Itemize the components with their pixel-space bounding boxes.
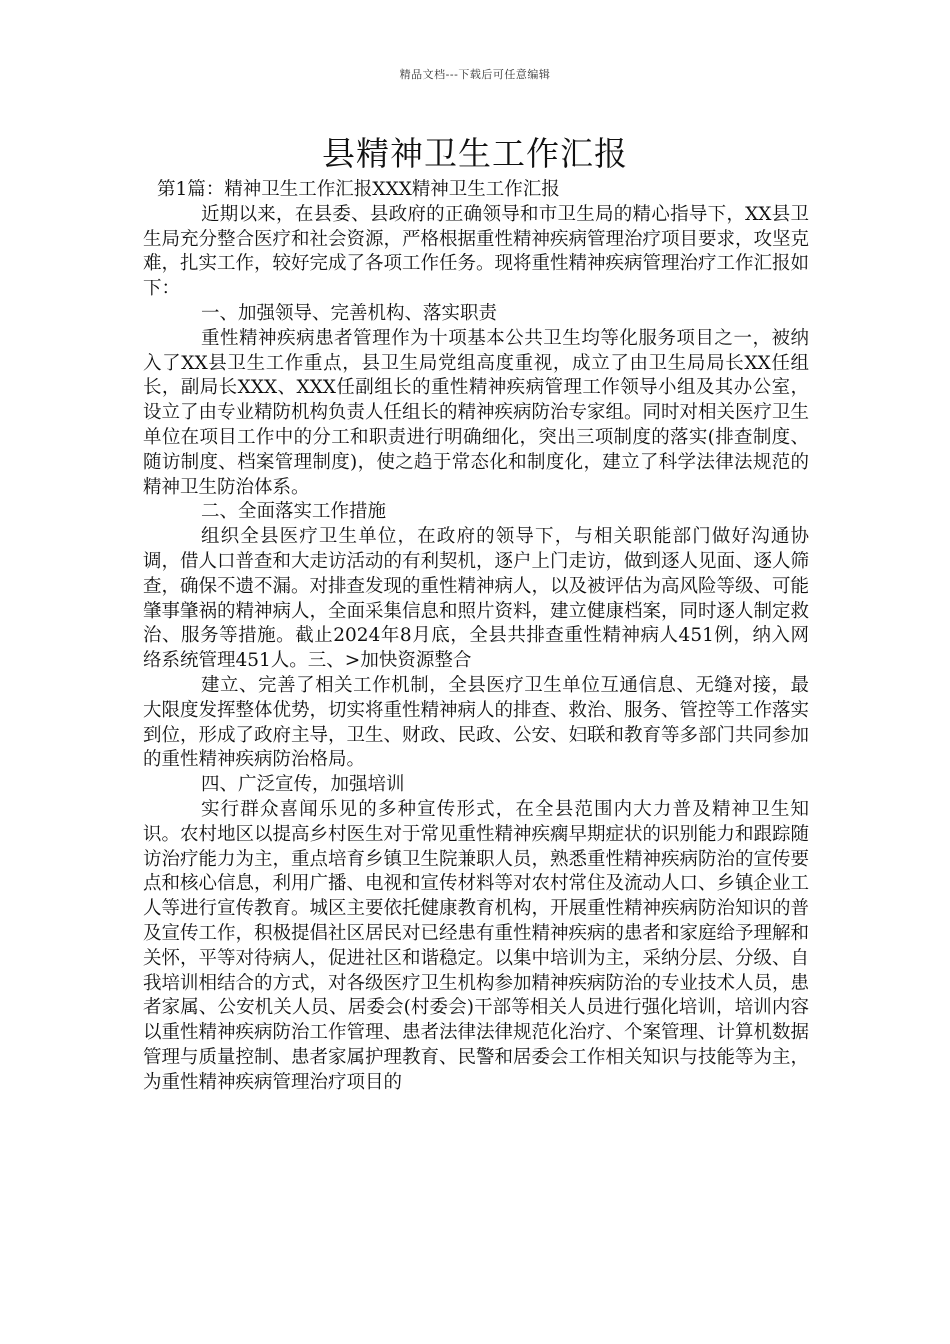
document-title: 县精神卫生工作汇报 <box>322 134 628 173</box>
paragraph-section-4: 实行群众喜闻乐见的多种宣传形式，在全县范围内大力普及精神卫生知识。农村地区以提高乡村医生对于常见重性精神疾瘸早期症状的识别能力和跟踪随访治疗能力为主，重点培育乡镇卫生院兼职人员，熟悉重性精神疾病防治的宣传要点和核心信息，利用广播、电视和宣传材料等对农村常住及流动人口、乡镇企业工人等进行宣传教育。城区主要依托健康教育机构，开展重性精神疾病防治知识的普及宣传工作，积极提倡社区居民对已经患有重性精神疾病的患者和家庭给予理解和关怀，平等对待病人，促进社区和谐稳定。以集中培训为主，采纳分层、分级、自我培训相结合的方式，对各级医疗卫生机构参加精神疾病防治的专业技术人员，患者家属、公安机关人员、居委会(村委会)干部等相关人员进行强化培训，培训内容以重性精神疾病防治工作管理、患者法律法律规范化治疗、个案管理、计算机数据管理与质量控制、患者家属护理教育、民警和居委会工作相关知识与技能等为主，为重性精神疾病管理治疗项目的 <box>143 798 810 1093</box>
header-note: 精品文档---下载后可任意编辑 <box>399 68 551 81</box>
section-heading-2: 二、全面落实工作措施 <box>201 501 387 523</box>
document-body <box>143 178 809 1095</box>
chapter-heading: 第1篇：精神卫生工作汇报XXX精神卫生工作汇报 <box>157 179 560 200</box>
paragraph-intro: 近期以来，在县委、县政府的正确领导和市卫生局的精心指导下，XX县卫生局充分整合医疗和社会资源，严格根据重性精神疾病管理治疗项目要求，攻坚克难，扎实工作，较好完成了各项工作任务。现将重性精神疾病管理治疗工作汇报如下： <box>143 203 810 300</box>
paragraph-section-3: 建立、完善了相关工作机制，全县医疗卫生单位互通信息、无缝对接，最大限度发挥整体优势，切实将重性精神病人的排查、救治、服务、管控等工作落实到位，形成了政府主导，卫生、财政、民政、公安、妇联和教育等多部门共同参加的重性精神疾病防治格局。 <box>143 674 810 771</box>
section-heading-1: 一、加强领导、完善机构、落实职责 <box>201 302 498 324</box>
paragraph-section-1: 重性精神疾病患者管理作为十项基本公共卫生均等化服务项目之一，被纳入了XX县卫生工作重点，县卫生局党组高度重视，成立了由卫生局局长XX任组长，副局长XXX、XXX任副组长的重性精神疾病管理工作领导小组及其办公室，设立了由专业精防机构负责人任组长的精神疾病防治专家组。同时对相关医疗卫生单位在项目工作中的分工和职责进行明确细化，突出三项制度的落实(排查制度、随访制度、档案管理制度)，使之趋于常态化和制度化，建立了科学法律法规范的精神卫生防治体系。 <box>143 327 810 498</box>
section-heading-4: 四、广泛宣传，加强培训 <box>201 774 405 796</box>
paragraph-section-2: 组织全县医疗卫生单位，在政府的领导下，与相关职能部门做好沟通协调，借人口普查和大走访活动的有利契机，逐户上门走访，做到逐人见面、逐人筛查，确保不遗不漏。对排查发现的重性精神病人，以及被评估为高风险等级、可能肇事肇祸的精神病人，全面采集信息和照片资料，建立健康档案，同时逐人制定救治、服务等措施。截止2024年8月底，全县共排查重性精神病人451例，纳入网络系统管理451人。三、>加快资源整合 <box>143 526 810 672</box>
